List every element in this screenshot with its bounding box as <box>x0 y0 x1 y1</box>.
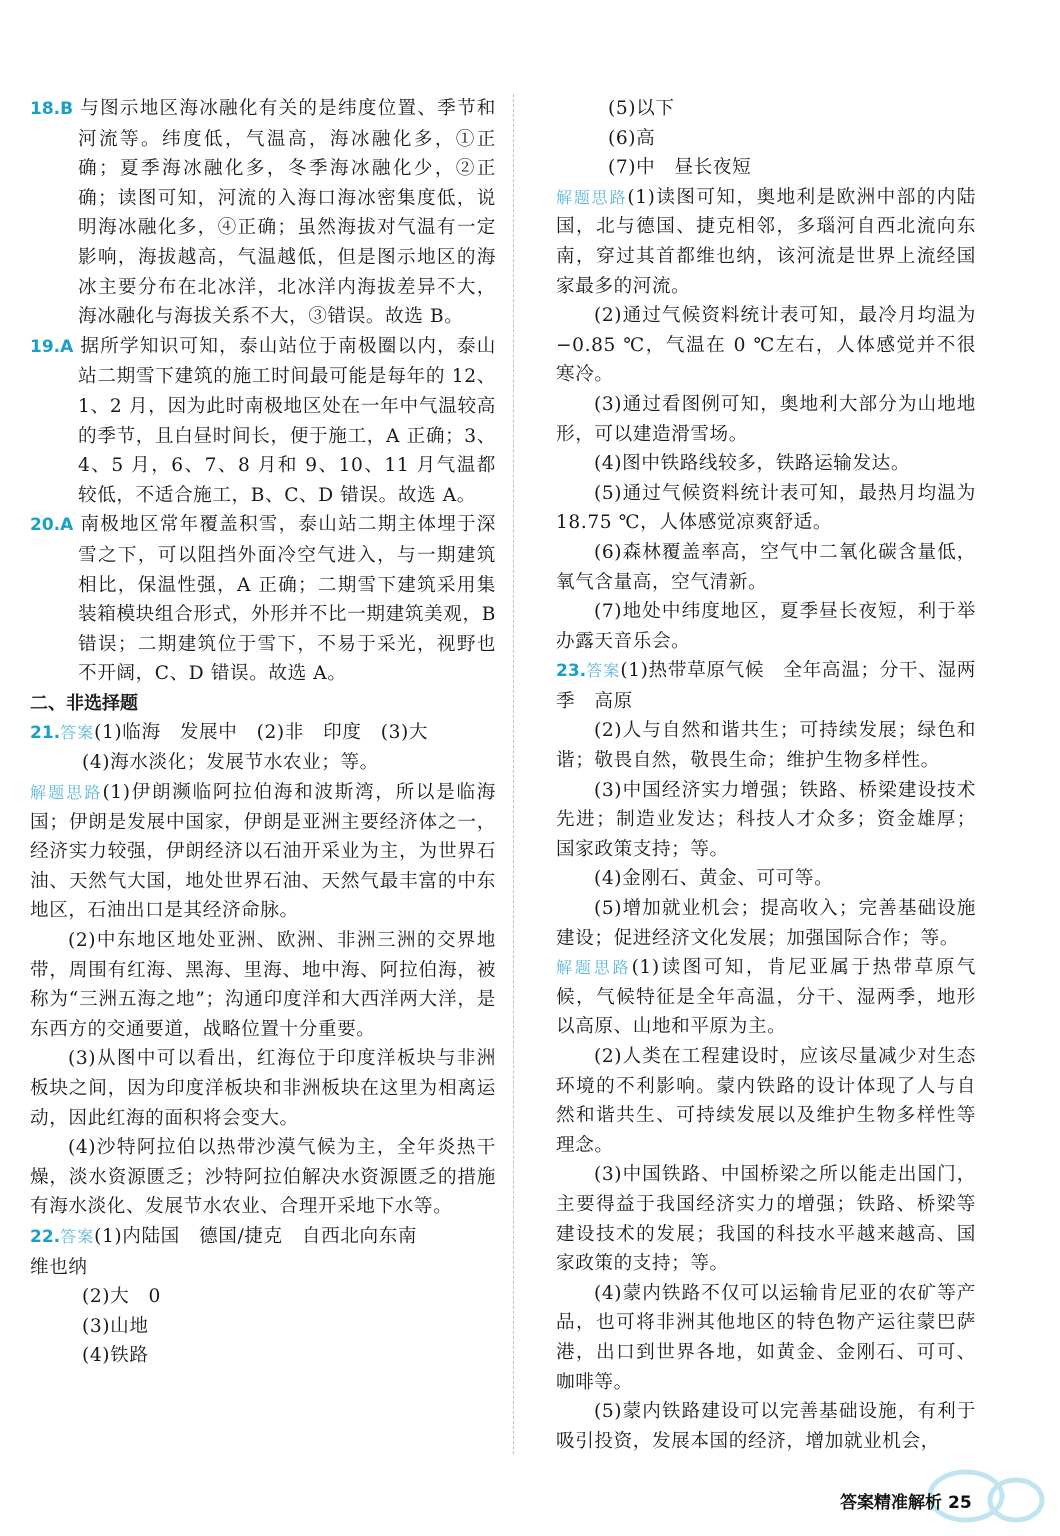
answer-line: (5)以下 <box>608 98 675 119</box>
analysis-tag: 解题思路 <box>556 958 632 978</box>
question-number: 22. <box>30 1226 61 1247</box>
answer-line: (4)铁路 <box>82 1345 149 1367</box>
answer-text: (1)内陆国 德国/捷克 自西北向东南 <box>94 1225 418 1247</box>
answer-line: (2)大 0 <box>82 1286 161 1308</box>
analysis-text: (1)读图可知，奥地利是欧洲中部的内陆国，北与德国、捷克相邻，多瑙河自西北流向东南，穿过其首都维也纳，该河流是世界上流经国家最多的河流。 <box>556 186 976 297</box>
answer-line: (5)增加就业机会；提高收入；完善基础设施建设；促进经济文化发展；加强国际合作；等。 <box>556 898 976 949</box>
answer-line: (3)中国经济实力增强；铁路、桥梁建设技术先进；制造业发达；科技人才众多；资金雄厚；国家政策支持；等。 <box>556 779 976 860</box>
analysis-text: (1)读图可知，肯尼亚属于热带草原气候，气候特征是全年高温，分干、湿两季，地形以高原、山地和平原为主。 <box>556 957 976 1038</box>
explanation-text: 与图示地区海冰融化有关的是纬度位置、季节和河流等。纬度低，气温高，海冰融化多，①正确；夏季海冰融化多，冬季海冰融化少，②正确；读图可知，河流的入海口海冰密集度低，说明海冰融化多，④正确；虽然海拔对气温有一定影响，海拔越高，气温越低，但是图示地区的海冰主要分布在北冰洋，北冰洋内海拔差异不大，海冰融化与海拔关系不大，③错误。故选 B。 <box>78 98 496 328</box>
page-number: 25 <box>948 1493 972 1513</box>
answer-text: (1)临海 发展中 (2)非 印度 (3)大 <box>94 721 429 743</box>
section-heading: 二、非选择题 <box>30 692 138 714</box>
answer-tag: 答案 <box>60 722 95 742</box>
analysis-p4: (4)沙特阿拉伯以热带沙漠气候为主，全年炎热干燥，淡水资源匮乏；沙特阿拉伯解决水资源匮乏的措施有海水淡化、发展节水农业、合理开采地下水等。 <box>30 1137 496 1218</box>
answer-line: (4)金刚石、黄金、可可等。 <box>594 868 834 890</box>
analysis-p1 <box>30 778 496 926</box>
question-number: 23. <box>556 661 587 682</box>
analysis-p2: (2)通过气候资料统计表可知，最冷月均温为−0.85 ℃，气温在 0 ℃左右，人体感觉并不很寒冷。 <box>556 305 976 386</box>
answer-tag: 答案 <box>60 1226 95 1246</box>
analysis-p4: (4)蒙内铁路不仅可以运输肯尼亚的农矿等产品，也可将非洲其他地区的特色物产运往蒙巴萨港，出口到世界各地，如黄金、金刚石、可可、咖啡等。 <box>556 1282 976 1393</box>
question-19 <box>30 332 496 511</box>
question-23-answer <box>556 656 976 716</box>
explanation-text: 南极地区常年覆盖积雪，泰山站二期主体埋于深雪之下，可以阻挡外面冷空气进入，与一期建筑相比，保温性强，A 正确；二期雪下建筑采用集装箱模块组合形式，外形并不比一期建筑美观，B 错误；二期建筑位于雪下，不易于采光，视野也不开阔，C、D 错误。故选 A。 <box>78 514 496 685</box>
analysis-p3: (3)通过看图例可知，奥地利大部分为山地地形，可以建造滑雪场。 <box>556 393 976 445</box>
analysis-p5: (5)通过气候资料统计表可知，最热月均温为 18.75 ℃，人体感觉凉爽舒适。 <box>556 482 976 534</box>
question-21-answer <box>30 718 496 749</box>
analysis-p5: (5)蒙内铁路建设可以完善基础设施，有利于吸引投资，发展本国的经济，增加就业机会， <box>556 1401 976 1452</box>
answer-tag: 答案 <box>586 661 621 681</box>
analysis-tag: 解题思路 <box>556 187 628 207</box>
question-number: 20.A <box>30 515 74 536</box>
analysis-p7: (7)地处中纬度地区，夏季昼长夜短，利于举办露天音乐会。 <box>556 601 976 652</box>
footer-label: 答案精准解析 <box>840 1493 942 1513</box>
answer-line: (4)海水淡化；发展节水农业；等。 <box>82 752 379 774</box>
analysis-text: (1)伊朗濒临阿拉伯海和波斯湾，所以是临海国；伊朗是发展中国家，伊朗是亚洲主要经济体之一，经济实力较强，伊朗经济以石油开采业为主，为世界石油、天然气大国，地处世界石油、天然气最丰富的中东地区，石油出口是其经济命脉。 <box>30 782 496 922</box>
analysis-tag: 解题思路 <box>30 783 103 803</box>
analysis-p1 <box>556 183 976 301</box>
page-footer <box>840 1488 1040 1518</box>
analysis-p2: (2)人类在工程建设时，应该尽量减少对生态环境的不利影响。蒙内铁路的设计体现了人与自然和谐共生、可持续发展以及维护生物多样性等理念。 <box>556 1046 976 1156</box>
question-number: 21. <box>30 722 61 743</box>
question-22-answer <box>30 1222 496 1253</box>
column-divider <box>513 94 514 1454</box>
analysis-p2: (2)中东地区地处亚洲、欧洲、非洲三洲的交界地带，周围有红海、黑海、里海、地中海、阿拉伯海，被称为“三洲五海之地”；沟通印度洋和大西洋两大洋，是东西方的交通要道，战略位置十分重要。 <box>30 930 496 1040</box>
analysis-p3: (3)中国铁路、中国桥梁之所以能走出国门，主要得益于我国经济实力的增强；铁路、桥梁等建设技术的发展；我国的科技水平越来越高、国家政策的支持；等。 <box>556 1164 976 1275</box>
right-column <box>556 94 976 1456</box>
answer-line: (2)人与自然和谐共生；可持续发展；绿色和谐；敬畏自然，敬畏生命；维护生物多样性。 <box>556 720 976 772</box>
left-column <box>30 94 496 1371</box>
explanation-text: 据所学知识可知，泰山站位于南极圈以内，泰山站二期雪下建筑的施工时间最可能是每年的 12、1、2 月，因为此时南极地区处在一年中气温较高的季节，且白昼时间长，便于施工，A 正确；3、4、5 月，6、7、8 月和 9、10、11 月气温都较低，不适合施工，B、C、D 错误。故选 A。 <box>78 335 496 506</box>
analysis-p4: (4)图中铁路线较多，铁路运输发达。 <box>594 453 911 475</box>
question-number: 19.A <box>30 336 74 357</box>
answer-line: (6)高 <box>608 127 656 149</box>
answer-line: (3)山地 <box>82 1315 149 1337</box>
question-20 <box>30 510 496 689</box>
analysis-p6: (6)森林覆盖率高，空气中二氧化碳含量低，氧气含量高，空气清新。 <box>556 541 976 593</box>
analysis-p1 <box>556 953 976 1042</box>
analysis-p3: (3)从图中可以看出，红海位于印度洋板块与非洲板块之间，因为印度洋板块和非洲板块在这里为相离运动，因此红海的面积将会变大。 <box>30 1048 496 1129</box>
answer-text: (1)热带草原气候 全年高温；分干、湿两季 高原 <box>556 660 976 712</box>
answer-line: 维也纳 <box>30 1256 88 1278</box>
answer-line: (7)中 昼长夜短 <box>608 157 752 179</box>
question-number: 18.B <box>30 99 74 119</box>
question-18 <box>30 94 496 332</box>
